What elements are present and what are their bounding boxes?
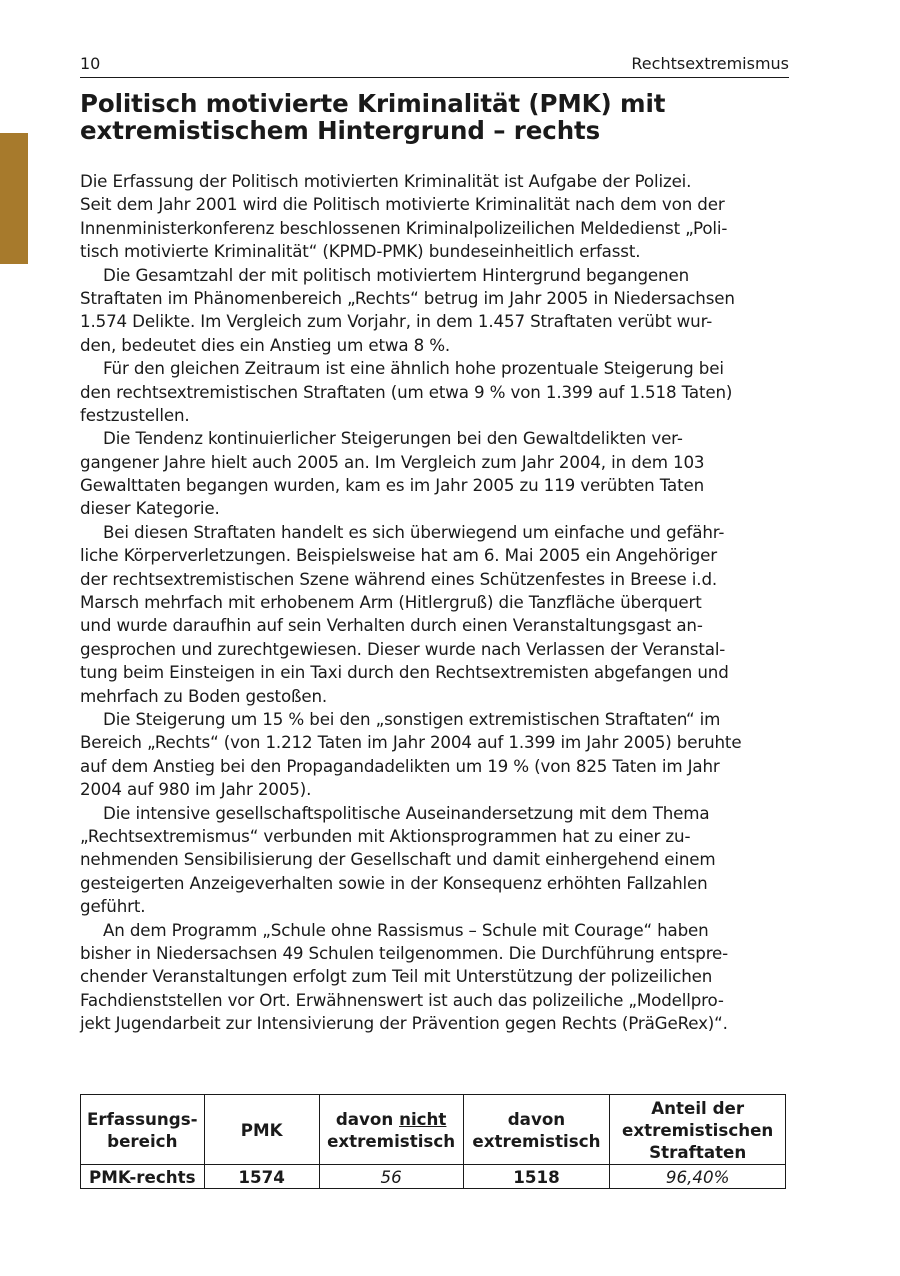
text-line: und wurde daraufhin auf sein Verhalten durch einen Veranstaltungsgast an- [80, 615, 703, 636]
text-line: geführt. [80, 896, 146, 917]
text-line: Bereich „Rechts“ (von 1.212 Taten im Jahr 2004 auf 1.399 im Jahr 2005) beruhte [80, 732, 742, 753]
page-title-line-1: Politisch motivierte Kriminalität (PMK) mit [80, 89, 666, 118]
text-line: gesteigerten Anzeigeverhalten sowie in der Konsequenz erhöhten Fallzahlen [80, 872, 708, 893]
text-line: der rechtsextremistischen Szene während eines Schützenfestes in Breese i.d. [80, 568, 718, 589]
cell-extremistisch: 1518 [463, 1165, 610, 1189]
header-erfassungsbereich: Erfassungs- bereich [81, 1095, 205, 1165]
text-line: festzustellen. [80, 404, 190, 425]
header-extremistisch: davon extremistisch [463, 1095, 610, 1165]
text-line: Marsch mehrfach mit erhobenem Arm (Hitlergruß) die Tanzfläche überquert [80, 592, 702, 613]
page-title [80, 90, 789, 144]
text-line: tung beim Einsteigen in ein Taxi durch den Rechtsextremisten abgefangen und [80, 662, 729, 683]
text-line: Bei diesen Straftaten handelt es sich überwiegend um einfache und gefähr- [103, 521, 725, 542]
chapter-color-tab [0, 133, 28, 264]
cell-anteil: 96,40% [610, 1165, 786, 1189]
text-line: Gewalttaten begangen wurden, kam es im Jahr 2005 zu 119 verübten Taten [80, 475, 705, 496]
text-line: den rechtsextremistischen Straftaten (um etwa 9 % von 1.399 auf 1.518 Taten) [80, 381, 733, 402]
text-line: Die Gesamtzahl der mit politisch motiviertem Hintergrund begangenen [103, 264, 690, 285]
page-number: 10 [80, 54, 101, 73]
running-head: Rechtsextremismus [631, 54, 789, 73]
text-line: gangener Jahre hielt auch 2005 an. Im Vergleich zum Jahr 2004, in dem 103 [80, 451, 705, 472]
text-line: dieser Kategorie. [80, 498, 220, 519]
text-line: liche Körperverletzungen. Beispielsweise hat am 6. Mai 2005 ein Angehöriger [80, 545, 717, 566]
page-title-line-2: extremistischem Hintergrund – rechts [80, 116, 601, 145]
text-line: An dem Programm „Schule ohne Rassismus – Schule mit Courage“ haben [103, 919, 709, 940]
text-line: chender Veranstaltungen erfolgt zum Teil mit Unterstützung der polizeilichen [80, 966, 713, 987]
text-line: jekt Jugendarbeit zur Intensivierung der Prävention gegen Rechts (PräGeRex)“. [80, 1013, 728, 1034]
header-pmk: PMK [204, 1095, 319, 1165]
text-line: bisher in Niedersachsen 49 Schulen teilgenommen. Die Durchführung entspre- [80, 942, 729, 963]
text-line: auf dem Anstieg bei den Propagandadelikten um 19 % (von 825 Taten im Jahr [80, 755, 720, 776]
cell-pmk: 1574 [204, 1165, 319, 1189]
text-line: 2004 auf 980 im Jahr 2005). [80, 779, 312, 800]
header-nicht-extremistisch: davon nicht extremistisch [319, 1095, 463, 1165]
header-rule [80, 77, 789, 78]
text-line: Innenministerkonferenz beschlossenen Kriminalpolizeilichen Meldedienst „Poli- [80, 217, 728, 238]
pmk-statistics-table [80, 1094, 786, 1189]
text-line: 1.574 Delikte. Im Vergleich zum Vorjahr, in dem 1.457 Straftaten verübt wur- [80, 311, 713, 332]
text-line: Die Erfassung der Politisch motivierten Kriminalität ist Aufgabe der Polizei. [80, 171, 692, 191]
text-line: „Rechtsextremismus“ verbunden mit Aktionsprogrammen hat zu einer zu- [80, 825, 691, 846]
text-line: Straftaten im Phänomenbereich „Rechts“ betrug im Jahr 2005 in Niedersachsen [80, 287, 735, 308]
text-line: Für den gleichen Zeitraum ist eine ähnlich hohe prozentuale Steigerung bei [103, 358, 724, 379]
text-line: Die Steigerung um 15 % bei den „sonstigen extremistischen Straftaten“ im [103, 708, 721, 729]
text-line: nehmenden Sensibilisierung der Gesellschaft und damit einhergehend einem [80, 849, 716, 870]
text-line: Fachdienststellen vor Ort. Erwähnenswert ist auch das polizeiliche „Modellpro- [80, 989, 724, 1010]
text-line: mehrfach zu Boden gestoßen. [80, 685, 328, 706]
text-line: Die Tendenz kontinuierlicher Steigerungen bei den Gewaltdelikten ver- [103, 428, 683, 449]
table-header-row [81, 1095, 786, 1165]
text-line: den, bedeutet dies ein Anstieg um etwa 8 %. [80, 334, 451, 355]
table-row [81, 1165, 786, 1189]
text-line: Seit dem Jahr 2001 wird die Politisch motivierte Kriminalität nach dem von der [80, 194, 725, 215]
text-line: gesprochen und zurechtgewiesen. Dieser wurde nach Verlassen der Veranstal- [80, 638, 726, 659]
text-line: Die intensive gesellschaftspolitische Auseinandersetzung mit dem Thema [103, 802, 710, 823]
cell-bereich: PMK-rechts [81, 1165, 205, 1189]
cell-nicht-extremistisch: 56 [319, 1165, 463, 1189]
text-line: tisch motivierte Kriminalität“ (KPMD-PMK) bundeseinheitlich erfasst. [80, 241, 641, 262]
body-text [80, 170, 789, 1035]
header-anteil: Anteil der extremistischen Straftaten [610, 1095, 786, 1165]
